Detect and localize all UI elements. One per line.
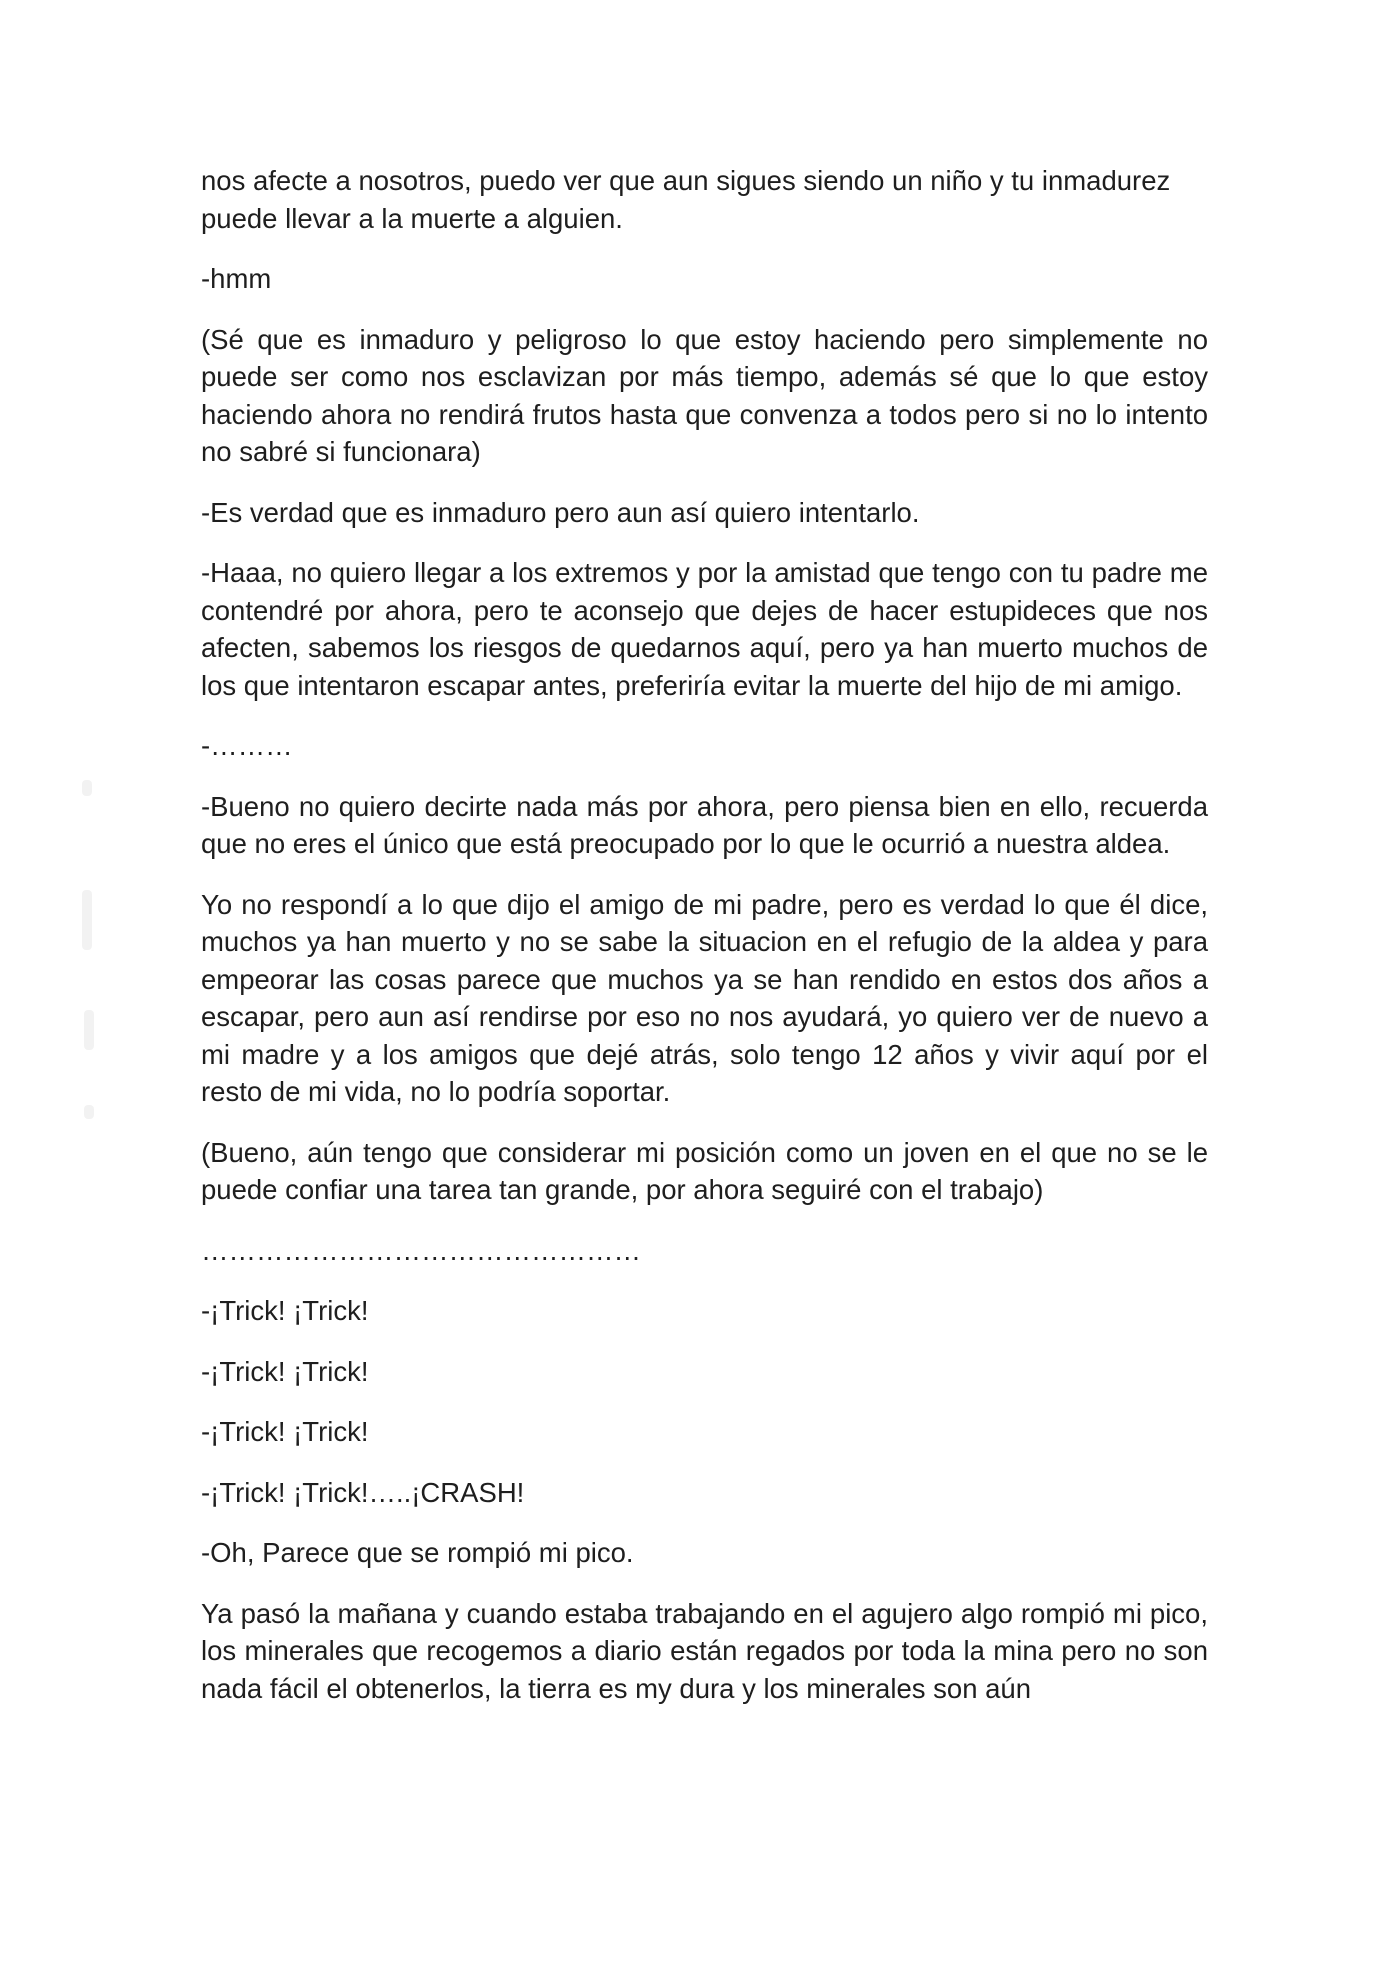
paragraph: -¡Trick! ¡Trick! <box>201 1295 369 1326</box>
paragraph: -¡Trick! ¡Trick! <box>201 1416 369 1447</box>
paragraph: (Bueno, aún tengo que considerar mi posición como un joven en el que no se le puede confiar una tarea tan grande, por ahora seguiré con el trabajo) <box>201 1136 1208 1205</box>
paragraph: -hmm <box>201 263 272 294</box>
paragraph: -¡Trick! ¡Trick! <box>201 1355 369 1387</box>
paragraph: -Oh, Parece que se rompió mi pico. <box>201 1537 634 1568</box>
scan-artifact <box>82 890 92 950</box>
paragraph: (Sé que es inmaduro y peligroso lo que estoy haciendo pero simplemente no puede ser como nos esclavizan por más tiempo, además sé que lo que estoy haciendo ahora no rendirá frutos hasta que convenza a todos pero si no lo intento no sabré si funcionara) <box>201 323 1208 467</box>
scene-break: ………………………………………… <box>201 1234 641 1266</box>
paragraph: -¡Trick! ¡Trick!…..¡CRASH! <box>201 1476 525 1508</box>
paragraph: -……… <box>201 730 293 761</box>
paragraph: Ya pasó la mañana y cuando estaba trabajando en el agujero algo rompió mi pico, los minerales que recogemos a diario están regados por toda la mina pero no son nada fácil el obtenerlos, la tierra es my dura y los minerales son aún <box>201 1597 1208 1704</box>
paragraph: -Haaa, no quiero llegar a los extremos y por la amistad que tengo con tu padre me contendré por ahora, pero te aconsejo que dejes de hacer estupideces que nos afecten, sabemos los riesgos de quedarnos aquí, pero ya han muerto muchos de los que intentaron escapar antes, preferiría evitar la muerte del hijo de mi amigo. <box>201 557 1208 701</box>
paragraph: -Bueno no quiero decirte nada más por ahora, pero piensa bien en ello, recuerda que no eres el único que está preocupado por lo que le ocurrió a nuestra aldea. <box>201 790 1208 859</box>
paragraph: nos afecte a nosotros, puedo ver que aun sigues siendo un niño y tu inmadurez puede llevar a la muerte a alguien. <box>201 165 1171 234</box>
scan-artifact <box>84 1105 94 1119</box>
paragraph: -Es verdad que es inmaduro pero aun así quiero intentarlo. <box>201 496 920 528</box>
document-body <box>201 162 1208 1730</box>
paragraph: Yo no respondí a lo que dijo el amigo de mi padre, pero es verdad lo que él dice, muchos ya han muerto y no se sabe la situacion en el refugio de la aldea y para empeorar las cosas parece que muchos ya se han rendido en estos dos años a escapar, pero aun así rendirse por eso no nos ayudará, yo quiero ver de nuevo a mi madre y a los amigos que dejé atrás, solo tengo 12 años y vivir aquí por el resto de mi vida, no lo podría soportar. <box>201 888 1208 1107</box>
scan-artifact <box>82 780 92 796</box>
scan-artifact <box>84 1010 94 1050</box>
